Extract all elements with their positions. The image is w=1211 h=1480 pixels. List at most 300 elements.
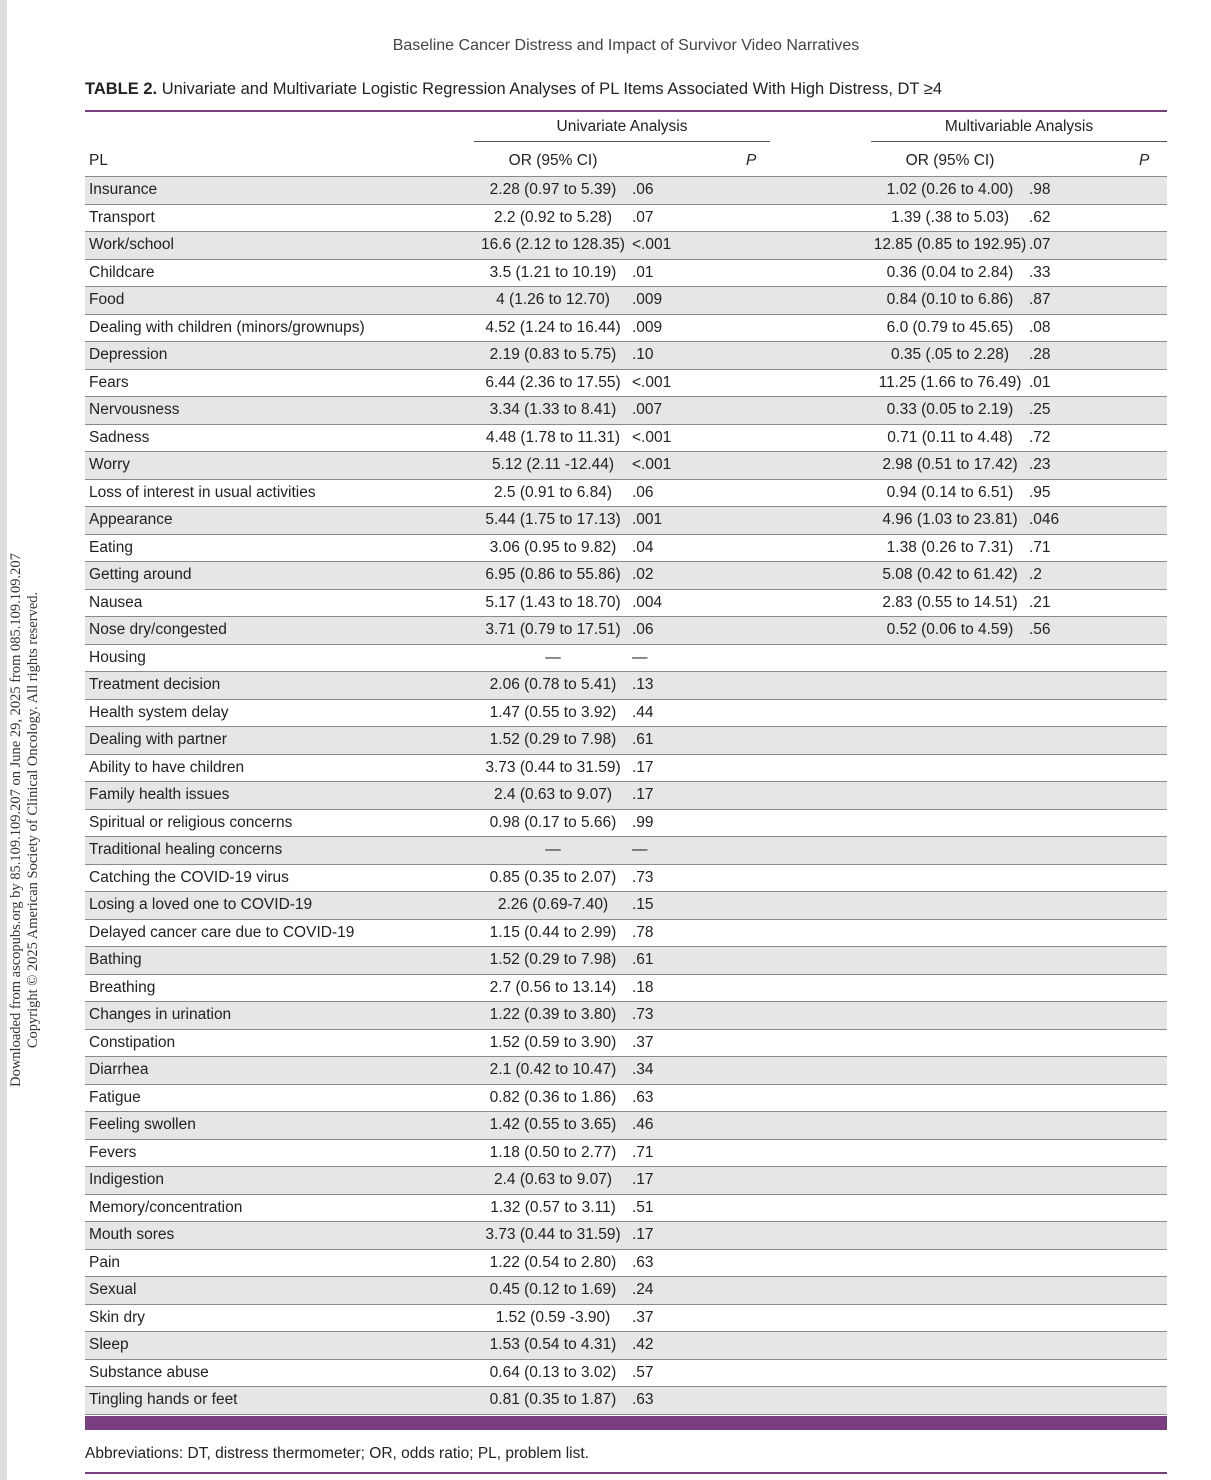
table-row [85,782,1167,810]
univariate-p-cell: .61 [632,947,746,975]
multivariable-p-cell [1029,892,1167,920]
pl-cell: Delayed cancer care due to COVID-19 [85,919,474,947]
multivariable-p-cell: .01 [1029,369,1167,397]
univariate-or-cell: 0.82 (0.36 to 1.86) [474,1084,632,1112]
univariate-or-cell: 16.6 (2.12 to 128.35) [474,232,632,260]
table-row [85,1387,1167,1415]
pl-cell: Food [85,287,474,315]
download-watermark [8,500,42,1140]
table-row [85,644,1167,672]
multivariable-p-cell [1029,1139,1167,1167]
univariate-or-cell: 1.53 (0.54 to 4.31) [474,1332,632,1360]
table-row [85,259,1167,287]
pl-cell: Sadness [85,424,474,452]
multivariable-p-cell [1029,1057,1167,1085]
multivariable-p-cell [1029,672,1167,700]
univariate-p-cell: <.001 [632,232,746,260]
univariate-or-cell: 4.48 (1.78 to 11.31) [474,424,632,452]
multivariable-or-cell [871,1167,1029,1195]
multivariable-or-cell: 11.25 (1.66 to 76.49) [871,369,1029,397]
multivariable-or-cell [871,699,1029,727]
pl-cell: Depression [85,342,474,370]
univariate-or-cell: 0.64 (0.13 to 3.02) [474,1359,632,1387]
pl-cell: Treatment decision [85,672,474,700]
multivariable-or-cell: 0.33 (0.05 to 2.19) [871,397,1029,425]
univariate-p-cell: .37 [632,1304,746,1332]
multivariable-p-cell [1029,1084,1167,1112]
univariate-p-cell: .42 [632,1332,746,1360]
pl-cell: Family health issues [85,782,474,810]
column-gap [746,1359,871,1387]
univariate-or-cell: 5.12 (2.11 -12.44) [474,452,632,480]
pl-cell: Traditional healing concerns [85,837,474,865]
univariate-p-cell: .13 [632,672,746,700]
table-row [85,892,1167,920]
univariate-or-cell: 3.73 (0.44 to 31.59) [474,754,632,782]
column-gap [746,507,871,535]
univariate-or-cell: 0.81 (0.35 to 1.87) [474,1387,632,1415]
pl-cell: Breathing [85,974,474,1002]
univariate-or-cell: 2.7 (0.56 to 13.14) [474,974,632,1002]
table-row [85,1277,1167,1305]
col-header-uni-p: P [746,152,757,169]
multivariable-p-cell: .21 [1029,589,1167,617]
col-header-pl: PL [89,152,108,169]
table-row [85,1084,1167,1112]
table-row [85,837,1167,865]
pl-cell: Nose dry/congested [85,617,474,645]
column-gap [746,1057,871,1085]
univariate-or-cell: 0.85 (0.35 to 2.07) [474,864,632,892]
univariate-or-cell: 1.52 (0.29 to 7.98) [474,947,632,975]
univariate-p-cell: .01 [632,259,746,287]
pl-cell: Memory/concentration [85,1194,474,1222]
multivariable-or-cell: 0.94 (0.14 to 6.51) [871,479,1029,507]
regression-table [85,176,1167,1415]
univariate-or-cell: 3.71 (0.79 to 17.51) [474,617,632,645]
univariate-or-cell: 4.52 (1.24 to 16.44) [474,314,632,342]
univariate-p-cell: .37 [632,1029,746,1057]
multivariable-or-cell: 0.35 (.05 to 2.28) [871,342,1029,370]
multivariable-or-cell [871,892,1029,920]
univariate-or-cell: 1.52 (0.59 to 3.90) [474,1029,632,1057]
multivariable-or-cell [871,1359,1029,1387]
univariate-p-cell: <.001 [632,424,746,452]
table-row [85,727,1167,755]
column-gap [746,672,871,700]
table-row [85,672,1167,700]
col-header-uni-or: OR (95% CI) [508,152,598,169]
pl-cell: Appearance [85,507,474,535]
multivariable-or-cell: 0.84 (0.10 to 6.86) [871,287,1029,315]
multivariable-p-cell [1029,837,1167,865]
multivariable-or-cell: 1.02 (0.26 to 4.00) [871,177,1029,205]
table-row [85,1139,1167,1167]
pl-cell: Housing [85,644,474,672]
univariate-p-cell: .009 [632,314,746,342]
table-row [85,864,1167,892]
univariate-or-cell: 1.22 (0.39 to 3.80) [474,1002,632,1030]
multivariable-p-cell: .08 [1029,314,1167,342]
column-gap [746,1167,871,1195]
univariate-or-cell: 1.42 (0.55 to 3.65) [474,1112,632,1140]
multivariable-or-cell: 1.39 (.38 to 5.03) [871,204,1029,232]
column-gap [746,892,871,920]
column-gap [746,589,871,617]
col-header-multi-or: OR (95% CI) [905,152,995,169]
univariate-p-cell: .44 [632,699,746,727]
pl-cell: Catching the COVID-19 virus [85,864,474,892]
pl-cell: Bathing [85,947,474,975]
column-gap [746,1029,871,1057]
univariate-p-cell: .71 [632,1139,746,1167]
multivariable-or-cell [871,837,1029,865]
univariate-p-cell: .57 [632,1359,746,1387]
multivariable-p-cell: .87 [1029,287,1167,315]
univariate-p-cell: .17 [632,1167,746,1195]
multivariable-p-cell [1029,864,1167,892]
download-line: Downloaded from ascopubs.org by 85.109.109.207 on June 29, 2025 from 085.109.109.207 [8,553,24,1087]
multivariable-p-cell: .046 [1029,507,1167,535]
multivariable-p-cell [1029,1194,1167,1222]
univariate-or-cell: 3.5 (1.21 to 10.19) [474,259,632,287]
univariate-or-cell: — [474,837,632,865]
univariate-or-cell: 2.28 (0.97 to 5.39) [474,177,632,205]
univariate-p-cell: .24 [632,1277,746,1305]
table-row [85,204,1167,232]
multivariable-or-cell: 2.98 (0.51 to 17.42) [871,452,1029,480]
column-gap [746,1222,871,1250]
univariate-p-cell: .02 [632,562,746,590]
abbreviations-footnote: Abbreviations: DT, distress thermometer; OR, odds ratio; PL, problem list. [85,1445,589,1462]
univariate-or-cell: 1.47 (0.55 to 3.92) [474,699,632,727]
univariate-or-cell: 2.4 (0.63 to 9.07) [474,782,632,810]
multivariable-p-cell: .07 [1029,232,1167,260]
bottom-rule [85,1472,1167,1474]
univariate-or-cell: 0.98 (0.17 to 5.66) [474,809,632,837]
univariate-or-cell: 3.73 (0.44 to 31.59) [474,1222,632,1250]
pl-cell: Changes in urination [85,1002,474,1030]
pl-cell: Feeling swollen [85,1112,474,1140]
table-row [85,342,1167,370]
multivariable-or-cell [871,864,1029,892]
multivariable-p-cell [1029,1222,1167,1250]
column-gap [746,342,871,370]
column-gap [746,644,871,672]
pl-cell: Fevers [85,1139,474,1167]
univariate-p-cell: .18 [632,974,746,1002]
pl-cell: Nervousness [85,397,474,425]
univariate-or-cell: 2.19 (0.83 to 5.75) [474,342,632,370]
univariate-or-cell: 2.2 (0.92 to 5.28) [474,204,632,232]
column-gap [746,974,871,1002]
column-gap [746,452,871,480]
multivariable-or-cell: 6.0 (0.79 to 45.65) [871,314,1029,342]
multivariable-p-cell [1029,1332,1167,1360]
table-row [85,314,1167,342]
univariate-p-cell: .17 [632,782,746,810]
multivariable-p-cell: .98 [1029,177,1167,205]
multivariable-or-cell [871,1222,1029,1250]
column-gap [746,699,871,727]
univariate-p-cell: .78 [632,919,746,947]
pl-cell: Diarrhea [85,1057,474,1085]
multivariable-or-cell [871,1139,1029,1167]
multivariable-p-cell: .72 [1029,424,1167,452]
pl-cell: Nausea [85,589,474,617]
multivariable-p-cell: .2 [1029,562,1167,590]
univariate-or-cell: 5.17 (1.43 to 18.70) [474,589,632,617]
pl-cell: Insurance [85,177,474,205]
multivariable-p-cell: .62 [1029,204,1167,232]
table-row [85,424,1167,452]
pl-cell: Ability to have children [85,754,474,782]
column-gap [746,177,871,205]
multivariable-p-cell [1029,1167,1167,1195]
multivariable-or-cell [871,672,1029,700]
multivariable-group-header: Multivariable Analysis [944,118,1094,135]
univariate-or-cell: 2.06 (0.78 to 5.41) [474,672,632,700]
multivariable-group-rule [871,141,1167,142]
column-gap [746,397,871,425]
univariate-or-cell: 3.34 (1.33 to 8.41) [474,397,632,425]
univariate-or-cell: — [474,644,632,672]
univariate-or-cell: 3.06 (0.95 to 9.82) [474,534,632,562]
column-gap [746,534,871,562]
univariate-p-cell: .06 [632,617,746,645]
column-gap [746,919,871,947]
table-row [85,1194,1167,1222]
table-row [85,562,1167,590]
multivariable-or-cell: 0.36 (0.04 to 2.84) [871,259,1029,287]
pl-cell: Mouth sores [85,1222,474,1250]
column-gap [746,837,871,865]
pl-cell: Work/school [85,232,474,260]
pl-cell: Skin dry [85,1304,474,1332]
univariate-group-rule [474,141,770,142]
pl-cell: Substance abuse [85,1359,474,1387]
table-row [85,919,1167,947]
column-gap [746,754,871,782]
pl-cell: Sleep [85,1332,474,1360]
multivariable-or-cell [871,1084,1029,1112]
multivariable-or-cell [871,782,1029,810]
univariate-p-cell: .34 [632,1057,746,1085]
pl-cell: Getting around [85,562,474,590]
multivariable-p-cell: .25 [1029,397,1167,425]
column-gap [746,232,871,260]
multivariable-or-cell [871,1387,1029,1415]
multivariable-or-cell [871,1002,1029,1030]
univariate-or-cell: 2.26 (0.69-7.40) [474,892,632,920]
table-row [85,1002,1167,1030]
col-header-multi-p: P [1139,152,1150,169]
univariate-or-cell: 0.45 (0.12 to 1.69) [474,1277,632,1305]
multivariable-or-cell [871,919,1029,947]
pl-cell: Spiritual or religious concerns [85,809,474,837]
pl-cell: Constipation [85,1029,474,1057]
multivariable-or-cell [871,1249,1029,1277]
pl-cell: Transport [85,204,474,232]
column-gap [746,1139,871,1167]
multivariable-or-cell [871,1112,1029,1140]
column-gap [746,782,871,810]
univariate-p-cell: .07 [632,204,746,232]
column-gap [746,727,871,755]
running-head: Baseline Cancer Distress and Impact of Survivor Video Narratives [392,37,860,54]
table-row [85,1359,1167,1387]
table-row [85,369,1167,397]
table-row [85,1332,1167,1360]
univariate-p-cell: <.001 [632,452,746,480]
column-gap [746,1194,871,1222]
table-row [85,947,1167,975]
table-row [85,287,1167,315]
multivariable-or-cell [871,1057,1029,1085]
multivariable-p-cell [1029,1359,1167,1387]
multivariable-or-cell [871,754,1029,782]
univariate-or-cell: 2.5 (0.91 to 6.84) [474,479,632,507]
multivariable-or-cell: 4.96 (1.03 to 23.81) [871,507,1029,535]
multivariable-p-cell [1029,727,1167,755]
univariate-p-cell: .06 [632,479,746,507]
multivariable-or-cell: 0.52 (0.06 to 4.59) [871,617,1029,645]
univariate-p-cell: .06 [632,177,746,205]
multivariable-or-cell [871,1194,1029,1222]
pl-cell: Dealing with partner [85,727,474,755]
table-title [85,80,942,99]
column-gap [746,204,871,232]
table-row [85,479,1167,507]
pl-cell: Loss of interest in usual activities [85,479,474,507]
multivariable-p-cell [1029,782,1167,810]
column-gap [746,287,871,315]
table-row [85,1029,1167,1057]
column-gap [746,1387,871,1415]
multivariable-p-cell: .56 [1029,617,1167,645]
multivariable-or-cell [871,974,1029,1002]
univariate-p-cell: .63 [632,1387,746,1415]
multivariable-p-cell: .95 [1029,479,1167,507]
pl-cell: Health system delay [85,699,474,727]
univariate-p-cell: .63 [632,1084,746,1112]
column-gap [746,369,871,397]
multivariable-p-cell: .33 [1029,259,1167,287]
multivariable-p-cell [1029,1387,1167,1415]
column-gap [746,562,871,590]
multivariable-or-cell [871,1029,1029,1057]
univariate-or-cell: 2.1 (0.42 to 10.47) [474,1057,632,1085]
table-row [85,589,1167,617]
univariate-or-cell: 1.22 (0.54 to 2.80) [474,1249,632,1277]
table-row [85,1249,1167,1277]
column-gap [746,314,871,342]
pl-cell: Sexual [85,1277,474,1305]
univariate-or-cell: 6.44 (2.36 to 17.55) [474,369,632,397]
multivariable-p-cell [1029,754,1167,782]
multivariable-or-cell: 1.38 (0.26 to 7.31) [871,534,1029,562]
multivariable-or-cell [871,727,1029,755]
univariate-p-cell: .15 [632,892,746,920]
multivariable-or-cell [871,644,1029,672]
multivariable-or-cell [871,1277,1029,1305]
page-edge [0,0,7,1480]
univariate-or-cell: 1.15 (0.44 to 2.99) [474,919,632,947]
multivariable-p-cell: .23 [1029,452,1167,480]
univariate-p-cell: .04 [632,534,746,562]
univariate-or-cell: 4 (1.26 to 12.70) [474,287,632,315]
table-title-text: Univariate and Multivariate Logistic Regression Analyses of PL Items Associated With High Distress, DT ≥4 [161,80,943,98]
column-gap [746,1002,871,1030]
pl-cell: Pain [85,1249,474,1277]
pl-cell: Fatigue [85,1084,474,1112]
multivariable-or-cell [871,809,1029,837]
multivariable-p-cell [1029,974,1167,1002]
univariate-p-cell: .46 [632,1112,746,1140]
univariate-or-cell: 2.4 (0.63 to 9.07) [474,1167,632,1195]
multivariable-p-cell [1029,1002,1167,1030]
column-gap [746,479,871,507]
table-row [85,507,1167,535]
table-row [85,809,1167,837]
univariate-or-cell: 1.18 (0.50 to 2.77) [474,1139,632,1167]
table-row [85,1112,1167,1140]
table-row [85,232,1167,260]
multivariable-p-cell [1029,1029,1167,1057]
univariate-p-cell: .73 [632,1002,746,1030]
pl-cell: Childcare [85,259,474,287]
pl-cell: Worry [85,452,474,480]
table-row [85,699,1167,727]
univariate-or-cell: 1.52 (0.59 -3.90) [474,1304,632,1332]
multivariable-or-cell: 2.83 (0.55 to 14.51) [871,589,1029,617]
column-gap [746,1112,871,1140]
multivariable-p-cell [1029,644,1167,672]
column-gap [746,1084,871,1112]
multivariable-p-cell [1029,1112,1167,1140]
column-gap [746,617,871,645]
pl-cell: Fears [85,369,474,397]
table-row [85,1057,1167,1085]
univariate-p-cell: .61 [632,727,746,755]
multivariable-p-cell [1029,809,1167,837]
univariate-p-cell: .004 [632,589,746,617]
column-gap [746,1249,871,1277]
multivariable-p-cell [1029,1249,1167,1277]
univariate-p-cell: .001 [632,507,746,535]
table-row [85,1222,1167,1250]
univariate-p-cell: .51 [632,1194,746,1222]
table-row [85,754,1167,782]
column-gap [746,864,871,892]
univariate-p-cell: <.001 [632,369,746,397]
multivariable-p-cell [1029,947,1167,975]
column-gap [746,947,871,975]
table-row [85,452,1167,480]
univariate-or-cell: 1.32 (0.57 to 3.11) [474,1194,632,1222]
column-gap [746,1304,871,1332]
pl-cell: Indigestion [85,1167,474,1195]
multivariable-p-cell [1029,1304,1167,1332]
univariate-p-cell: .10 [632,342,746,370]
multivariable-p-cell [1029,1277,1167,1305]
univariate-p-cell: .17 [632,754,746,782]
univariate-or-cell: 5.44 (1.75 to 17.13) [474,507,632,535]
univariate-p-cell: .009 [632,287,746,315]
multivariable-p-cell [1029,699,1167,727]
table-row [85,1304,1167,1332]
top-rule [85,110,1167,112]
